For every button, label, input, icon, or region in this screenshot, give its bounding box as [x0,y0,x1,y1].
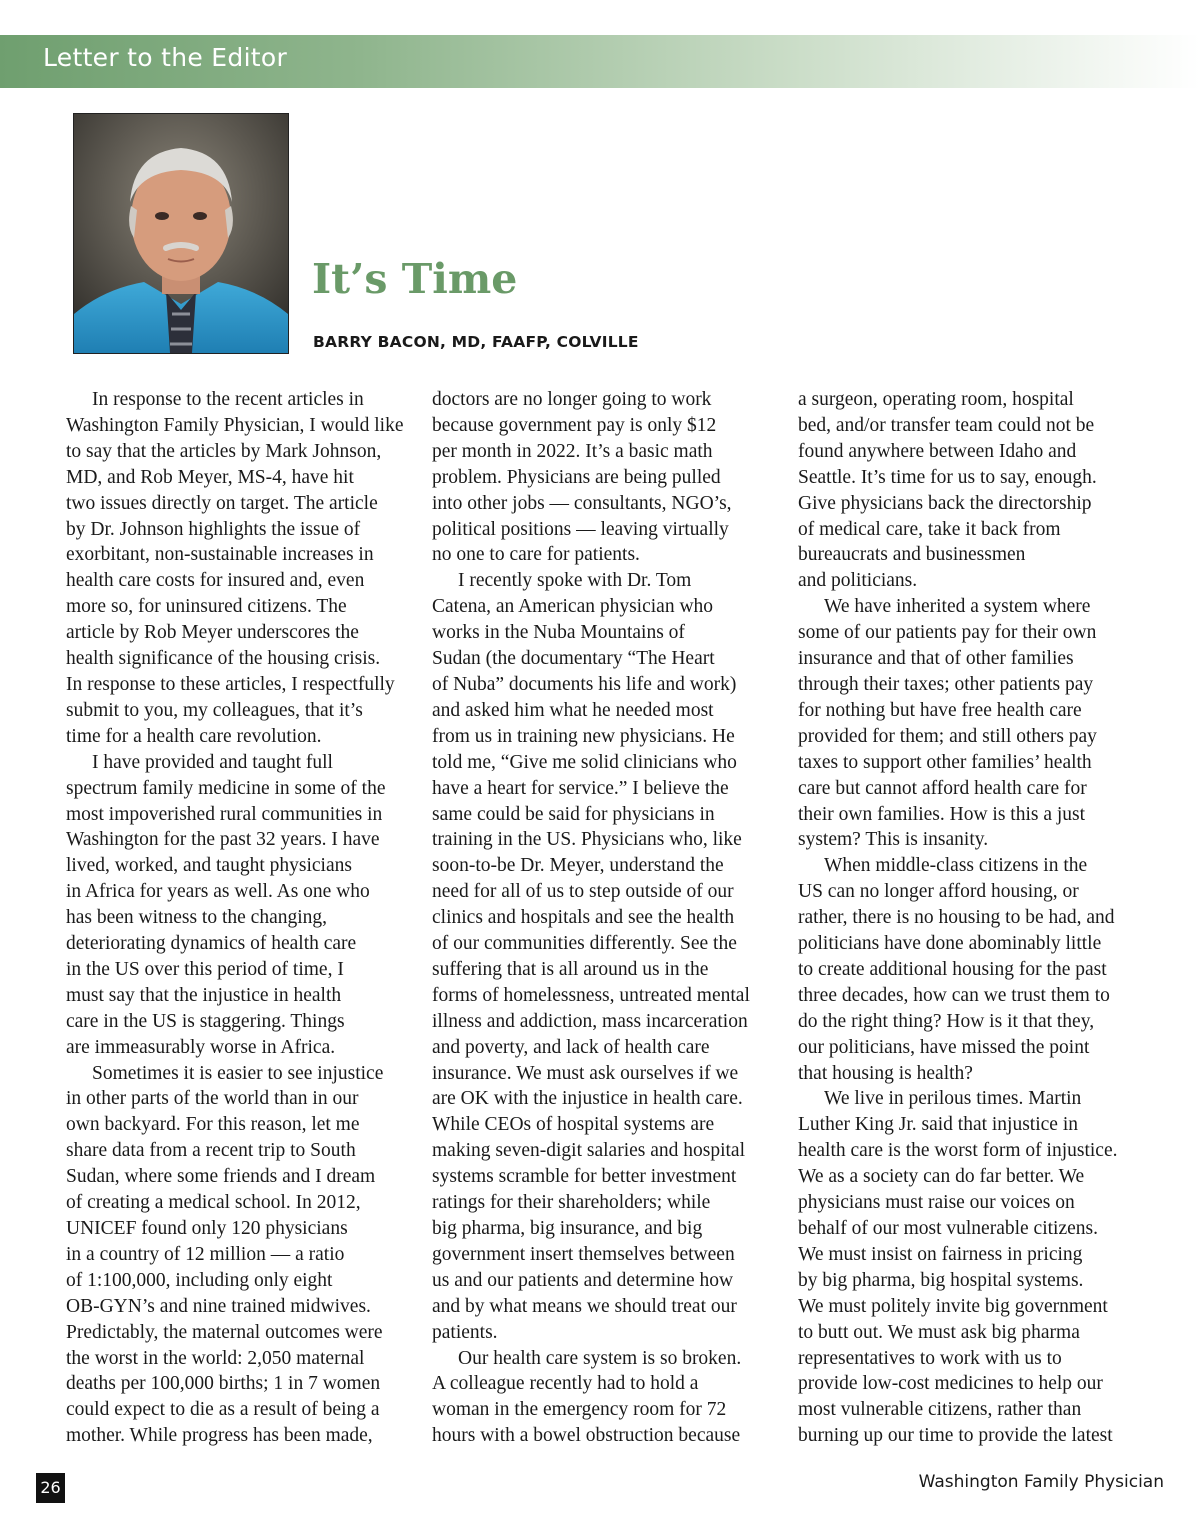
text-line: per month in 2022. It’s a basic math [432,440,713,462]
text-line: a surgeon, operating room, hospital [798,389,1074,410]
text-line: insurance. We must ask ourselves if we [432,1062,739,1084]
text-line: political positions — leaving virtually [432,518,729,540]
text-column-2 [432,387,772,1449]
text-line: because government pay is only $12 [432,414,717,436]
text-line: has been witness to the changing, [66,907,328,929]
text-line: A colleague recently had to hold a [432,1373,699,1395]
text-line: We must insist on fairness in pricing [798,1243,1083,1265]
text-line: our politicians, have missed the point [798,1036,1090,1058]
text-line: clinics and hospitals and see the health [432,907,735,929]
text-line: hours with a bowel obstruction because [432,1425,741,1447]
text-line: and asked him what he needed most [432,699,714,721]
text-line: While CEOs of hospital systems are [432,1114,715,1136]
text-line: from us in training new physicians. He [432,725,735,747]
text-line: UNICEF found only 120 physicians [66,1218,348,1239]
text-line: must say that the injustice in health [66,984,342,1006]
text-line: bed, and/or transfer team could not be [798,414,1095,436]
text-line: We as a society can do far better. We [798,1166,1085,1188]
text-line: to create additional housing for the past [798,958,1107,980]
text-line: We live in perilous times. Martin [824,1088,1082,1110]
text-column-1 [66,387,411,1449]
text-line: care but cannot afford health care for [798,777,1087,799]
text-line: ratings for their shareholders; while [432,1192,711,1214]
text-line: for nothing but have free health care [798,699,1082,721]
text-line: of medical care, take it back from [798,518,1061,540]
publication-name: Washington Family Physician [918,1472,1164,1492]
text-line: do the right thing? How is it that they, [798,1010,1095,1032]
text-line: lived, worked, and taught physicians [66,855,352,877]
text-line: by big pharma, big hospital systems. [798,1269,1084,1291]
text-line: submit to you, my colleagues, that it’s [66,699,363,721]
text-column-3 [798,387,1143,1449]
text-line: have a heart for service.” I believe the [432,777,729,799]
text-line: article by Rob Meyer underscores the [66,622,359,644]
text-line: representatives to work with us to [798,1347,1062,1369]
text-line: deteriorating dynamics of health care [66,933,357,955]
text-line: that housing is health? [798,1062,973,1084]
text-line: taxes to support other families’ health [798,751,1092,773]
text-line: found anywhere between Idaho and [798,440,1077,462]
text-line: two issues directly on target. The article [66,492,378,514]
text-line: of creating a medical school. In 2012, [66,1192,361,1214]
text-line: patients. [432,1321,498,1343]
text-line: and politicians. [798,570,918,592]
author-photo [73,113,289,354]
text-line: Predictably, the maternal outcomes were [66,1321,383,1343]
text-line: Catena, an American physician who [432,596,714,618]
section-title: Letter to the Editor [43,43,288,72]
text-line: in Africa for years as well. As one who [66,881,370,903]
text-line: spectrum family medicine in some of the [66,777,386,799]
text-line: suffering that is all around us in the [432,958,709,980]
text-line: illness and addiction, mass incarceration [432,1010,748,1032]
text-line: insurance and that of other families [798,648,1074,670]
text-line: us and our patients and determine how [432,1269,734,1291]
text-line: big pharma, big insurance, and big [432,1218,703,1239]
text-line: In response to these articles, I respectfully [66,673,395,695]
page-number: 26 [36,1473,65,1503]
text-line: and by what means we should treat our [432,1295,737,1317]
text-line: exorbitant, non-sustainable increases in [66,544,374,566]
text-line: three decades, how can we trust them to [798,984,1110,1006]
text-line: told me, “Give me solid clinicians who [432,751,737,773]
text-line: more so, for uninsured citizens. The [66,596,347,618]
text-line: rather, there is no housing to be had, and [798,907,1115,929]
text-line: systems scramble for better investment [432,1166,737,1188]
text-line: doctors are no longer going to work [432,389,712,410]
text-line: need for all of us to step outside of our [432,881,734,903]
text-line: When middle-class citizens in the [824,855,1088,877]
text-line: I recently spoke with Dr. Tom [458,570,692,592]
text-line: and poverty, and lack of health care [432,1036,710,1058]
text-line: training in the US. Physicians who, like [432,829,742,851]
article-title: It’s Time [312,255,518,303]
text-line: are OK with the injustice in health care. [432,1088,743,1110]
text-line: to say that the articles by Mark Johnson, [66,440,382,462]
text-line: deaths per 100,000 births; 1 in 7 women [66,1373,381,1395]
text-line: I have provided and taught full [92,751,333,773]
text-line: behalf of our most vulnerable citizens. [798,1218,1098,1239]
text-line: care in the US is staggering. Things [66,1010,345,1032]
text-line: Washington Family Physician, I would like [66,414,404,436]
text-line: mother. While progress has been made, [66,1425,373,1447]
text-line: in the US over this period of time, I [66,958,344,980]
text-line: health significance of the housing crisis. [66,648,381,670]
section-banner [0,35,1200,88]
text-line: We must politely invite big government [798,1295,1108,1317]
text-line: share data from a recent trip to South [66,1140,356,1162]
text-line: Our health care system is so broken. [458,1347,742,1369]
text-line: most vulnerable citizens, rather than [798,1399,1082,1421]
text-line: OB-GYN’s and nine trained midwives. [66,1295,371,1317]
text-line: time for a health care revolution. [66,725,322,747]
text-line: government insert themselves between [432,1243,735,1265]
text-line: system? This is insanity. [798,829,989,851]
text-line: bureaucrats and businessmen [798,544,1026,566]
text-line: in other parts of the world than in our [66,1088,359,1110]
text-line: soon-to-be Dr. Meyer, understand the [432,855,724,877]
text-line: health care is the worst form of injustice. [798,1140,1118,1162]
text-line: woman in the emergency room for 72 [432,1399,727,1421]
text-line: MD, and Rob Meyer, MS-4, have hit [66,466,354,488]
text-line: of our communities differently. See the [432,933,737,955]
text-line: US can no longer afford housing, or [798,881,1079,903]
text-line: in a country of 12 million — a ratio [66,1243,345,1265]
text-line: to butt out. We must ask big pharma [798,1321,1080,1343]
text-line: making seven-digit salaries and hospital [432,1140,746,1162]
text-line: Give physicians back the directorship [798,492,1092,514]
text-line: works in the Nuba Mountains of [432,622,685,644]
text-line: of 1:100,000, including only eight [66,1269,333,1291]
text-line: could expect to die as a result of being a [66,1399,380,1421]
text-line: own backyard. For this reason, let me [66,1114,360,1136]
text-line: burning up our time to provide the latest [798,1425,1113,1447]
text-line: Washington for the past 32 years. I have [66,829,380,851]
text-line: most impoverished rural communities in [66,803,383,825]
text-line: provide low-cost medicines to help our [798,1373,1103,1395]
text-line: In response to the recent articles in [92,389,364,410]
text-line: provided for them; and still others pay [798,725,1097,747]
text-line: health care costs for insured and, even [66,570,365,592]
text-line: are immeasurably worse in Africa. [66,1036,336,1058]
text-line: politicians have done abominably little [798,933,1102,955]
text-line: Luther King Jr. said that injustice in [798,1114,1078,1136]
text-line: Seattle. It’s time for us to say, enough. [798,466,1097,488]
text-line: their own families. How is this a just [798,803,1086,825]
text-line: by Dr. Johnson highlights the issue of [66,518,361,540]
text-line: physicians must raise our voices on [798,1192,1075,1214]
text-line: Sudan, where some friends and I dream [66,1166,376,1188]
text-line: of Nuba” documents his life and work) [432,673,737,695]
text-line: forms of homelessness, untreated mental [432,984,750,1006]
text-line: the worst in the world: 2,050 maternal [66,1347,365,1369]
text-line: no one to care for patients. [432,544,640,566]
text-line: Sometimes it is easier to see injustice [92,1062,384,1084]
text-line: through their taxes; other patients pay [798,673,1094,695]
text-line: problem. Physicians are being pulled [432,466,721,488]
text-line: We have inherited a system where [824,596,1091,618]
text-line: Sudan (the documentary “The Heart [432,648,715,670]
text-line: some of our patients pay for their own [798,622,1097,644]
text-line: into other jobs — consultants, NGO’s, [432,492,732,514]
article-byline: BARRY BACON, MD, FAAFP, COLVILLE [313,333,639,351]
text-line: same could be said for physicians in [432,803,715,825]
